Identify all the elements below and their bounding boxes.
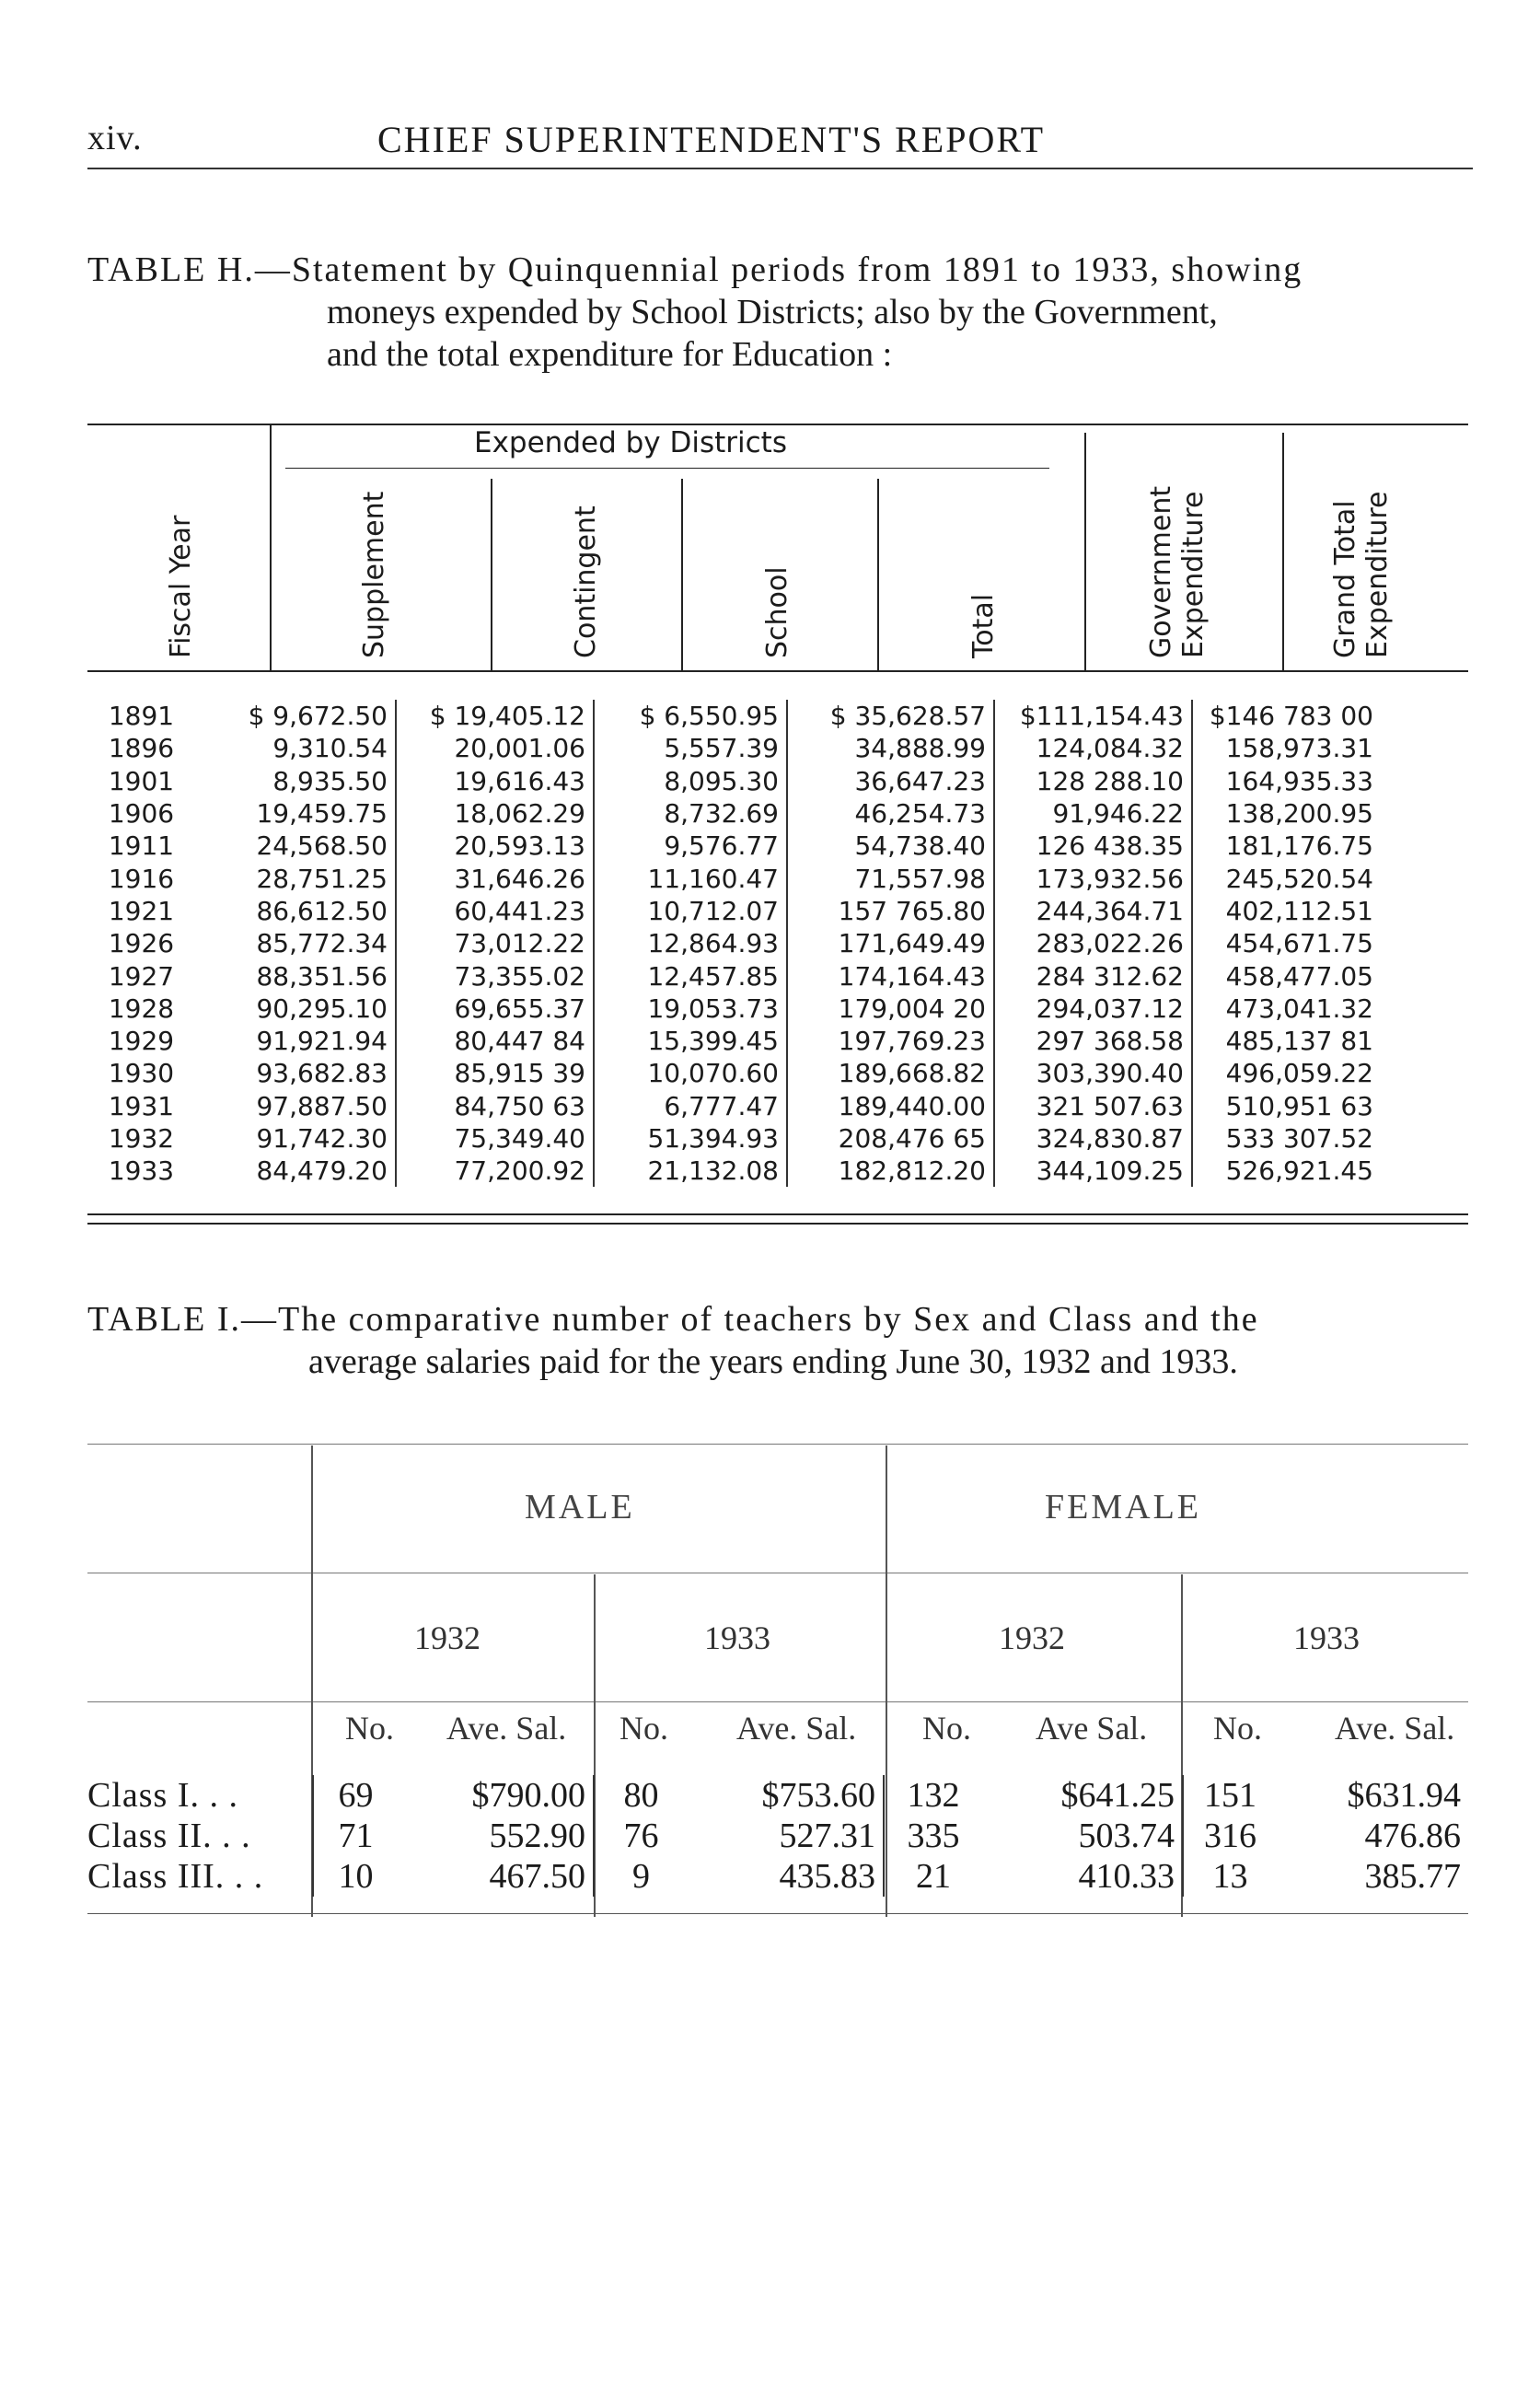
table-h-caption-line1: TABLE H.—Statement by Quinquennial periods from 1891 to 1933, showing — [87, 250, 1303, 289]
table-i-bottom-rule — [87, 1913, 1468, 1914]
amount-cell: 91,921.94 — [203, 1025, 396, 1057]
amount-cell: 303,390.40 — [994, 1057, 1192, 1089]
col-supplement: Supplement — [358, 491, 390, 658]
amount-cell: 73,355.02 — [396, 959, 594, 992]
table-i-body — [87, 1775, 1469, 1897]
salary-cell: 527.31 — [695, 1816, 884, 1856]
class-label-cell: Class II. . . — [87, 1816, 313, 1856]
fiscal-year-cell: 1906 — [108, 798, 175, 830]
count-cell: 80 — [623, 1776, 659, 1815]
col-total: Total — [967, 593, 1000, 658]
amount-cell: 93,682.83 — [203, 1057, 396, 1089]
amount-cell: 91,742.30 — [203, 1122, 396, 1155]
amount-cell: 10,712.07 — [594, 895, 787, 927]
amount-cell: 86,612.50 — [203, 895, 396, 927]
table-h-bottom-rule-2 — [87, 1223, 1468, 1225]
fiscal-year-cell: 1929 — [108, 1026, 175, 1057]
amount-cell: 245,520.54 — [1225, 863, 1373, 894]
col-contingent: Contingent — [570, 505, 602, 658]
amount-cell: 60,441.23 — [396, 895, 594, 927]
fiscal-year-cell: 1932 — [108, 1123, 175, 1154]
amount-cell: $146 783 00 — [1209, 701, 1373, 732]
fiscal-year-cell: 1927 — [108, 960, 175, 992]
fiscal-year-cell: 1916 — [108, 863, 175, 894]
table-row — [87, 1816, 1468, 1856]
amount-cell: 18,062.29 — [396, 797, 594, 830]
amount-cell: 21,132.08 — [594, 1155, 787, 1187]
amount-cell: 208,476 65 — [787, 1122, 994, 1155]
fiscal-year-cell: 1930 — [108, 1058, 175, 1089]
amount-cell: 5,557.39 — [594, 732, 787, 764]
table-h-caption-line2: moneys expended by School Districts; also by the Government, — [327, 293, 1218, 331]
amount-cell: $111,154.43 — [994, 700, 1192, 732]
amount-cell: 284 312.62 — [994, 959, 1192, 992]
table-row — [87, 765, 1381, 797]
amount-cell: 402,112.51 — [1225, 895, 1373, 926]
amount-cell: 88,351.56 — [203, 959, 396, 992]
amount-cell: 77,200.92 — [396, 1155, 594, 1187]
col-government-line2: Expenditure — [1177, 491, 1210, 658]
count-cell: 9 — [632, 1857, 650, 1896]
amount-cell: 324,830.87 — [994, 1122, 1192, 1155]
amount-cell: 174,164.43 — [787, 959, 994, 992]
amount-cell: 454,671.75 — [1225, 928, 1373, 959]
count-cell: 132 — [907, 1776, 960, 1815]
subhead-male-1932-sal: Ave. Sal. — [446, 1710, 567, 1747]
table-i-top-rule — [87, 1444, 1468, 1445]
amount-cell: 51,394.93 — [594, 1122, 787, 1155]
amount-cell: 485,137 81 — [1225, 1026, 1373, 1057]
table-row — [87, 1155, 1381, 1187]
table-h-group-rule — [285, 468, 1049, 469]
col-government-line1: Government — [1145, 485, 1177, 658]
count-cell: 71 — [338, 1817, 374, 1855]
female-heading: FEMALE — [1045, 1488, 1201, 1527]
salary-cell: 552.90 — [405, 1816, 594, 1856]
table-row — [87, 1775, 1468, 1816]
amount-cell: 80,447 84 — [396, 1025, 594, 1057]
table-h-vrule-3 — [681, 479, 683, 670]
fiscal-year-cell: 1928 — [108, 993, 175, 1024]
table-h-top-rule — [87, 424, 1468, 425]
amount-cell: 73,012.22 — [396, 927, 594, 959]
salary-cell: $790.00 — [405, 1775, 594, 1816]
subhead-female-1932-no: No. — [922, 1710, 971, 1747]
amount-cell: 128 288.10 — [994, 765, 1192, 797]
table-row — [87, 1122, 1381, 1155]
male-heading: MALE — [525, 1488, 635, 1527]
amount-cell: 85,915 39 — [396, 1057, 594, 1089]
table-row — [87, 1057, 1381, 1089]
amount-cell: 283,022.26 — [994, 927, 1192, 959]
fiscal-year-cell: 1933 — [108, 1155, 175, 1187]
amount-cell: 244,364.71 — [994, 895, 1192, 927]
amount-cell: 297 368.58 — [994, 1025, 1192, 1057]
amount-cell: 496,059.22 — [1225, 1058, 1373, 1089]
fiscal-year-cell: 1931 — [108, 1090, 175, 1121]
table-h-caption — [87, 249, 1487, 376]
subhead-male-1933-no: No. — [619, 1710, 668, 1747]
table-h-vrule-2 — [491, 479, 492, 670]
amount-cell: 69,655.37 — [396, 993, 594, 1025]
amount-cell: 84,479.20 — [203, 1155, 396, 1187]
amount-cell: 344,109.25 — [994, 1155, 1192, 1187]
amount-cell: 31,646.26 — [396, 862, 594, 894]
table-row — [87, 1090, 1381, 1122]
amount-cell: 124,084.32 — [994, 732, 1192, 764]
table-h-body — [87, 700, 1381, 1187]
amount-cell: 189,440.00 — [787, 1090, 994, 1122]
count-cell: 13 — [1212, 1857, 1248, 1896]
amount-cell: 46,254.73 — [787, 797, 994, 830]
amount-cell: 97,887.50 — [203, 1090, 396, 1122]
col-school: School — [761, 566, 793, 658]
table-h-bottom-rule-1 — [87, 1213, 1468, 1215]
amount-cell: 8,095.30 — [594, 765, 787, 797]
amount-cell: 8,732.69 — [594, 797, 787, 830]
salary-cell: 385.77 — [1364, 1857, 1461, 1896]
table-row — [87, 862, 1381, 894]
header-rule — [87, 168, 1473, 169]
amount-cell: 138,200.95 — [1225, 798, 1373, 830]
female-1932: 1932 — [999, 1619, 1065, 1656]
amount-cell: 171,649.49 — [787, 927, 994, 959]
amount-cell: 6,777.47 — [594, 1090, 787, 1122]
amount-cell: 158,973.31 — [1225, 733, 1373, 764]
table-row — [87, 1025, 1381, 1057]
fiscal-year-cell: 1901 — [108, 765, 175, 796]
class-label-cell: Class III. . . — [87, 1856, 313, 1897]
fiscal-year-cell: 1926 — [108, 928, 175, 959]
amount-cell: 19,616.43 — [396, 765, 594, 797]
amount-cell: $ 6,550.95 — [594, 700, 787, 732]
male-1932: 1932 — [414, 1619, 481, 1656]
amount-cell: 9,310.54 — [203, 732, 396, 764]
amount-cell: 85,772.34 — [203, 927, 396, 959]
salary-cell: 435.83 — [695, 1856, 884, 1897]
male-1933: 1933 — [704, 1619, 770, 1656]
amount-cell: 8,935.50 — [203, 765, 396, 797]
table-h-vrule-4 — [877, 479, 879, 670]
amount-cell: 10,070.60 — [594, 1057, 787, 1089]
col-fiscal-year: Fiscal Year — [165, 515, 197, 658]
fiscal-year-cell: 1911 — [108, 830, 175, 862]
amount-cell: 90,295.10 — [203, 993, 396, 1025]
salary-cell: 503.74 — [990, 1816, 1183, 1856]
subhead-female-1933-sal: Ave. Sal. — [1335, 1710, 1455, 1747]
amount-cell: 12,457.85 — [594, 959, 787, 992]
amount-cell: 126 438.35 — [994, 830, 1192, 862]
table-h-caption-line3: and the total expenditure for Education : — [327, 335, 893, 374]
fiscal-year-cell: 1921 — [108, 895, 175, 926]
expended-by-districts-heading: Expended by Districts — [474, 426, 787, 459]
amount-cell: 164,935.33 — [1225, 765, 1373, 796]
amount-cell: 11,160.47 — [594, 862, 787, 894]
count-cell: 335 — [907, 1817, 960, 1855]
salary-cell: $641.25 — [990, 1775, 1183, 1816]
table-row — [87, 830, 1381, 862]
amount-cell: 34,888.99 — [787, 732, 994, 764]
amount-cell: 75,349.40 — [396, 1122, 594, 1155]
fiscal-year-cell: 1896 — [108, 733, 175, 764]
amount-cell: 321 507.63 — [994, 1090, 1192, 1122]
col-grand-total-line2: Expenditure — [1361, 491, 1394, 658]
amount-cell: 20,593.13 — [396, 830, 594, 862]
table-h-vrule-5 — [1084, 433, 1086, 670]
fiscal-year-cell: 1891 — [108, 701, 175, 732]
amount-cell: $ 9,672.50 — [203, 700, 396, 732]
amount-cell: 526,921.45 — [1225, 1155, 1373, 1187]
amount-cell: 179,004 20 — [787, 993, 994, 1025]
subhead-male-1933-sal: Ave. Sal. — [736, 1710, 857, 1747]
subhead-male-1932-no: No. — [345, 1710, 394, 1747]
amount-cell: 36,647.23 — [787, 765, 994, 797]
count-cell: 316 — [1204, 1817, 1256, 1855]
amount-cell: 182,812.20 — [787, 1155, 994, 1187]
amount-cell: 19,459.75 — [203, 797, 396, 830]
amount-cell: 24,568.50 — [203, 830, 396, 862]
table-row — [87, 993, 1381, 1025]
table-i-caption-line2: average salaries paid for the years ending June 30, 1932 and 1933. — [308, 1342, 1238, 1381]
amount-cell: 458,477.05 — [1225, 960, 1373, 992]
amount-cell: 19,053.73 — [594, 993, 787, 1025]
amount-cell: 12,864.93 — [594, 927, 787, 959]
table-h-vrule-6 — [1282, 433, 1284, 670]
table-i-sub-rule — [87, 1701, 1468, 1702]
amount-cell: 15,399.45 — [594, 1025, 787, 1057]
subhead-female-1933-no: No. — [1213, 1710, 1262, 1747]
table-row — [87, 895, 1381, 927]
amount-cell: 173,932.56 — [994, 862, 1192, 894]
col-grand-total-line1: Grand Total — [1329, 500, 1361, 658]
amount-cell: 181,176.75 — [1225, 830, 1373, 862]
table-row — [87, 700, 1381, 732]
table-h-header-rule — [87, 670, 1468, 672]
page-number: xiv. — [87, 119, 143, 157]
class-label-cell: Class I. . . — [87, 1775, 313, 1816]
table-row — [87, 732, 1381, 764]
amount-cell: $ 35,628.57 — [787, 700, 994, 732]
table-i-caption — [87, 1298, 1487, 1383]
salary-cell: $631.94 — [1347, 1776, 1461, 1815]
amount-cell: 91,946.22 — [994, 797, 1192, 830]
salary-cell: 410.33 — [990, 1856, 1183, 1897]
table-row — [87, 797, 1381, 830]
amount-cell: 84,750 63 — [396, 1090, 594, 1122]
table-i-caption-line1: TABLE I.—The comparative number of teachers by Sex and Class and the — [87, 1300, 1259, 1339]
table-h-vrule-1 — [270, 425, 272, 670]
amount-cell: 157 765.80 — [787, 895, 994, 927]
amount-cell: 533 307.52 — [1225, 1123, 1373, 1154]
count-cell: 10 — [338, 1857, 374, 1896]
subhead-female-1932-sal: Ave Sal. — [1036, 1710, 1148, 1747]
amount-cell: 189,668.82 — [787, 1057, 994, 1089]
table-row — [87, 927, 1381, 959]
count-cell: 151 — [1204, 1776, 1256, 1815]
table-row — [87, 1856, 1468, 1897]
salary-cell: 476.86 — [1364, 1817, 1461, 1855]
amount-cell: $ 19,405.12 — [396, 700, 594, 732]
female-1933: 1933 — [1293, 1619, 1360, 1656]
amount-cell: 28,751.25 — [203, 862, 396, 894]
salary-cell: $753.60 — [695, 1775, 884, 1816]
count-cell: 21 — [916, 1857, 951, 1896]
amount-cell: 473,041.32 — [1225, 993, 1373, 1024]
amount-cell: 197,769.23 — [787, 1025, 994, 1057]
count-cell: 69 — [338, 1776, 374, 1815]
amount-cell: 510,951 63 — [1225, 1090, 1373, 1121]
amount-cell: 9,576.77 — [594, 830, 787, 862]
salary-cell: 467.50 — [405, 1856, 594, 1897]
amount-cell: 294,037.12 — [994, 993, 1192, 1025]
amount-cell: 71,557.98 — [787, 862, 994, 894]
table-row — [87, 959, 1381, 992]
amount-cell: 20,001.06 — [396, 732, 594, 764]
amount-cell: 54,738.40 — [787, 830, 994, 862]
running-title: CHIEF SUPERINTENDENT'S REPORT — [377, 119, 1046, 160]
count-cell: 76 — [623, 1817, 659, 1855]
